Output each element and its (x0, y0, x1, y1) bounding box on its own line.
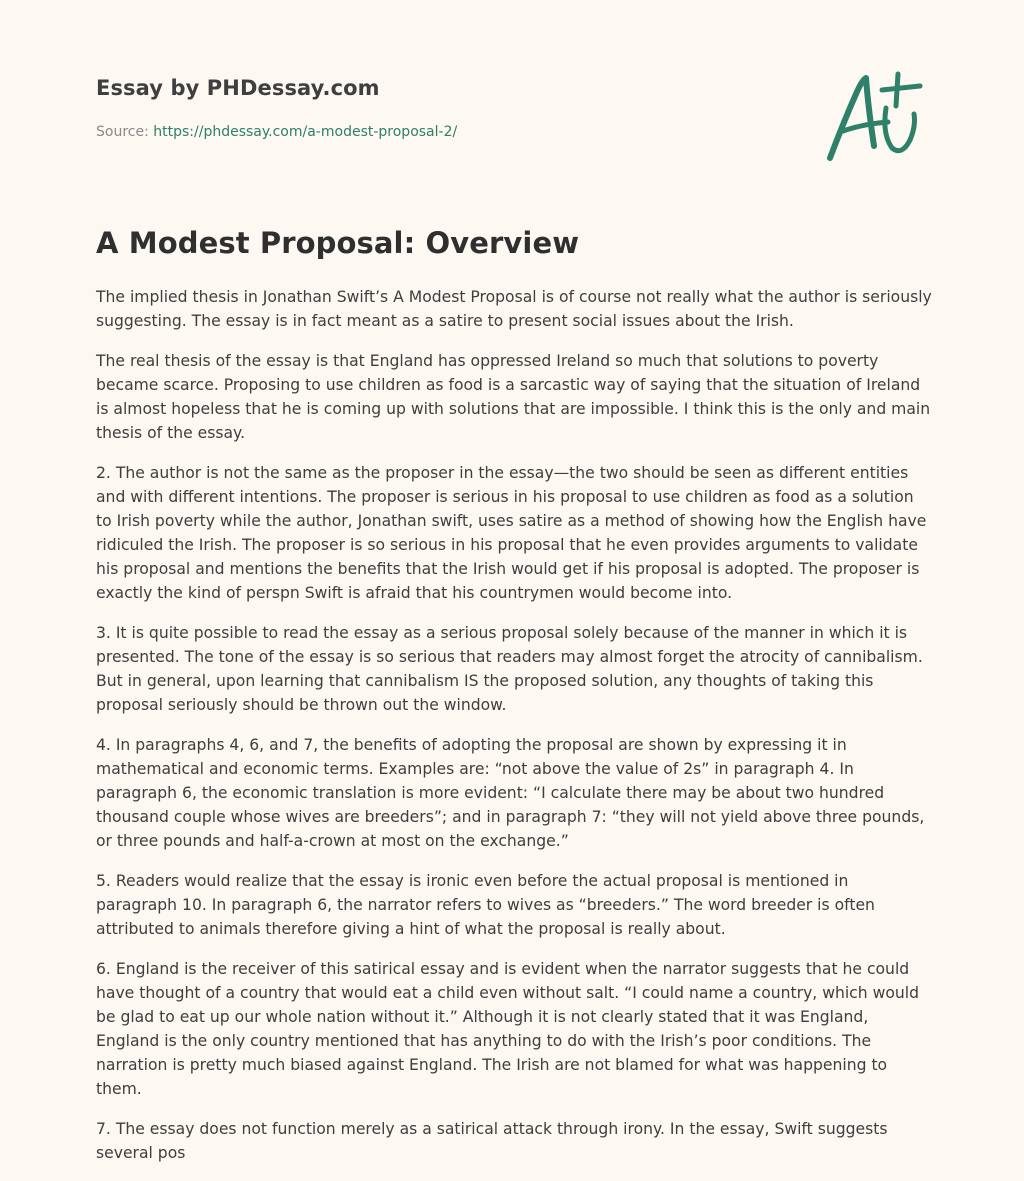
source-link[interactable]: https://phdessay.com/a-modest-proposal-2/ (153, 124, 458, 140)
essay-paragraph: The real thesis of the essay is that England has oppressed Ireland so much that solutions to poverty became scarce. Proposing to use children as food is a sarcastic way of saying that the situation of Ireland is almost hopeless that he is coming up with solutions that are impossible. I think this is the only and main thesis of the essay. (96, 352, 931, 442)
essay-title: A Modest Proposal: Overview (96, 226, 580, 260)
essay-paragraph: 7. The essay does not function merely as a satirical attack through irony. In the essay, Swift suggests several pos (96, 1120, 888, 1162)
essay-page (96, 0, 932, 1162)
essay-paragraph: 3. It is quite possible to read the essay as a serious proposal solely because of the manner in which it is presented. The tone of the essay is so serious that readers may almost forget the atrocity of cannibalism. But in general, upon learning that cannibalism IS the proposed solution, any thoughts of taking this proposal seriously should be thrown out the window. (96, 624, 923, 714)
essay-paragraph: 2. The author is not the same as the proposer in the essay—the two should be seen as different entities and with different intentions. The proposer is serious in his proposal to use children as food as a solution to Irish poverty while the author, Jonathan swift, uses satire as a method of showing how the English have ridiculed the Irish. The proposer is so serious in his proposal that he even provides arguments to validate his proposal and mentions the benefits that the Irish would get if his proposal is adopted. The proposer is exactly the kind of perspn Swift is afraid that his countrymen would become into. (96, 464, 927, 602)
source-line (96, 124, 457, 140)
site-brand: Essay by PHDessay.com (96, 76, 380, 100)
essay-body (96, 285, 932, 1181)
source-label: Source: (96, 124, 149, 140)
essay-paragraph: The implied thesis in Jonathan Swift’s A Modest Proposal is of course not really what the author is seriously suggesting. The essay is in fact meant as a satire to present social issues about the Irish. (96, 288, 932, 330)
essay-paragraph: 5. Readers would realize that the essay is ironic even before the actual proposal is mentioned in paragraph 10. In paragraph 6, the narrator refers to wives as “breeders.” The word breeder is often attributed to animals therefore giving a hint of what the proposal is really about. (96, 872, 875, 938)
a-plus-logo-icon (822, 66, 928, 166)
essay-paragraph: 6. England is the receiver of this satirical essay and is evident when the narrator suggests that he could have thought of a country that would eat a child even without salt. “I could name a country, which would be glad to eat up our whole nation without it.” Although it is not clearly stated that it was England, England is the only country mentioned that has anything to do with the Irish’s poor conditions. The narration is pretty much biased against England. The Irish are not blamed for what was happening to them. (96, 960, 920, 1098)
essay-paragraph: 4. In paragraphs 4, 6, and 7, the benefits of adopting the proposal are shown by expressing it in mathematical and economic terms. Examples are: “not above the value of 2s” in paragraph 4. In paragraph 6, the economic translation is more evident: “I calculate there may be about two hundred thousand couple whose wives are breeders”; and in paragraph 7: “they will not yield above three pounds, or three pounds and half-a-crown at most on the exchange.” (96, 736, 925, 850)
